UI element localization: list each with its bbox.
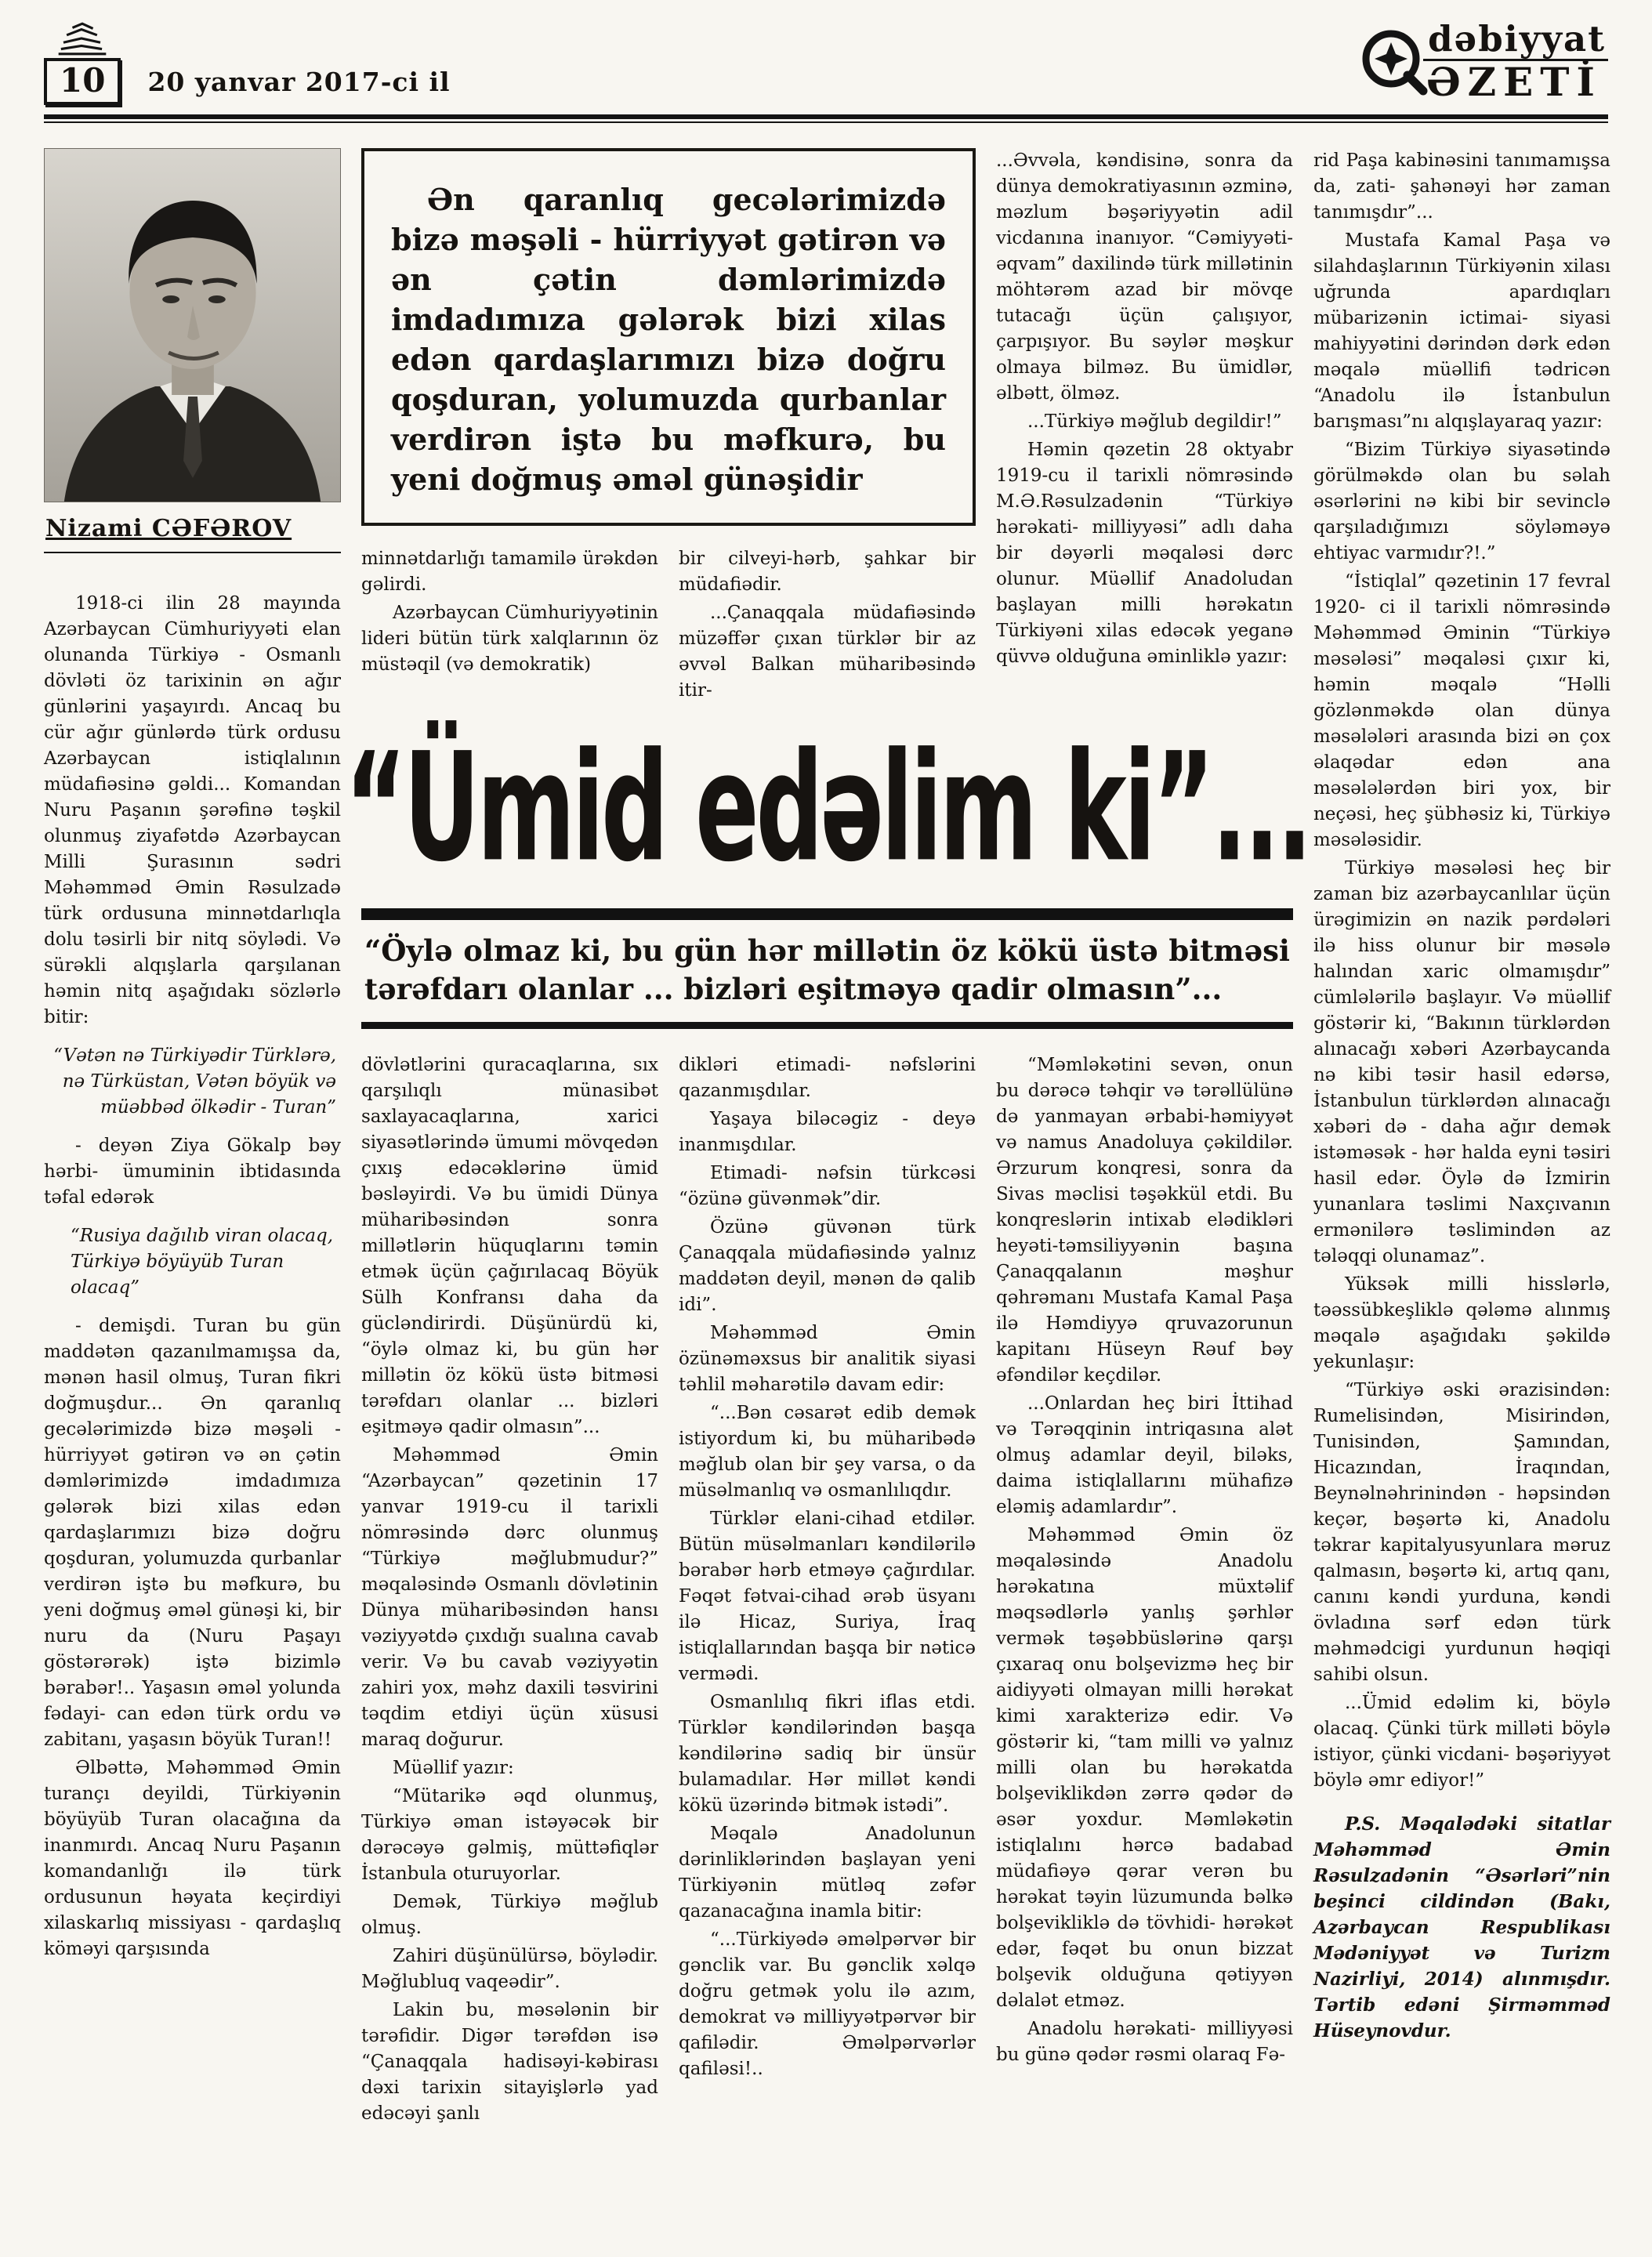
issue-date: 20 yanvar 2017-ci il [147, 67, 451, 98]
paragraph: dövlətlərini quracaqlarına, sıx qarşılıqlı münasibət saxlayacaqlarına, xarici siyasətlərində ümumi mövqedən çıxış edəcəklərinə ümid bəsləyirdi. Və bu ümidi Dünya müharibəsindən sonra millətlərin hüquqlarını təmin etmək üçün çağırılacaq Böyük Sülh Konfransı daha da gücləndirirdi. Düşünürdü ki, “öylə olmaz ki, bu gün hər millətin öz kökü üstə bitməsi tərəfdarı olanlar ... bizləri eşitməyə qadir olmasın”... [361, 1055, 658, 1438]
paragraph: 1918-ci ilin 28 mayında Azərbaycan Cümhuriyyəti elan olunanda Türkiyə - Osmanlı dövləti öz tarixinin ən ağır günlərini yaşayırdı. Ancaq bu cür ağır günlərdə türk ordusu Azərbaycan istiqlalının müdafiəsinə gəldi... Komandan Nuru Paşanın şərəfinə təşkil olunmuş ziyafətdə Azərbaycan Milli Şurasının sədri Məhəmməd Əmin Rəsulzadə türk ordusuna minnətdarlıqla dolu təsirli bir nitq söylədi. Və sürəkli alqışlarla qarşılanan həmin nitq aşağıdakı sözlərlə bitir: [44, 593, 341, 1028]
page-content [44, 148, 1608, 2129]
middle-block [345, 148, 1310, 2129]
subheadline-banner [361, 908, 1293, 1029]
column-4-bottom-text [996, 1052, 1293, 2129]
column-3-top-text [679, 546, 976, 706]
paragraph: “...Türkiyədə əməlpərvər bir gənclik var. Bu gənclik xəlqə doğru getmək yolu ilə azım, demokrat və milliyyətpərvər bir qafilədir. Əməlpərvərlər qafiləsi!.. [679, 1929, 976, 2080]
author-rule [44, 552, 341, 553]
paragraph: - demişdi. Turan bu gün maddətən qazanılmamışsa da, mənən hasil olmuş, Turan fikri doğmuşdur... Ən qaranlıq gecələrimizdə bizə məşəli - hürriyyət gətirən və ən çətin dəmlərimizdə imdadımıza gələrək bizi xilas edən qardaşlarımızı bizə doğru qoşduran, yolumuzda qurbanlar verdirən iştə bu məfkurə, bu yeni doğmuş əməl günəşi ki, bir nuru da (Nuru Paşayı göstərərək) iştə bizimlə bərabər!.. Yaşasın əməl yolunda fədayi- can edən türk ordu və zabitanı, yaşasın böyük Turan!! [44, 1316, 341, 1751]
paragraph: “Rusiya dağılıb viran olacaq, Türkiyə böyüyüb Turan olacaq” [71, 1226, 334, 1299]
paragraph: Anadolu hərəkati- milliyyəsi bu günə qədər rəsmi olaraq Fə- [996, 2019, 1293, 2066]
paragraph: Zahiri düşünülürsə, böylədir. Məğlubluq vaqeədir”. [361, 1946, 658, 1993]
newspaper-logo [1357, 17, 1608, 106]
paragraph: Lakin bu, məsələnin bir tərəfidir. Digər tərəfdən isə “Çanaqqala hadisəyi-kəbirası dəxi tarixin sitayişlərlə yad edəcəyi şanlı [361, 2000, 658, 2125]
masthead [44, 17, 1608, 106]
paragraph: Həmin qəzetin 28 oktyabr 1919-cu il tarixli nömrəsində M.Ə.Rəsulzadənin “Türkiyə hərəkati- milliyyəsi” adlı daha bir dəyərli məqaləsi dərc olunur. Müəllif Anadoludan başlayan milli hərəkatın Türkiyəni xilas edəcək yeganə qüvvə olduğuna əminliklə yazır: [996, 440, 1293, 668]
book-stack-icon [53, 20, 111, 56]
paragraph: dikləri etimadi- nəfslərini qazanmışdılar. [679, 1055, 976, 1102]
paragraph: Etimadi- nəfsin türkcəsi “özünə güvənmək”dir. [679, 1163, 976, 1210]
paragraph: Azərbaycan Cümhuriyyətinin lideri bütün türk xalqlarının öz müstəqil (və demokratik) [361, 603, 658, 676]
lead-quote-text: Ən qaranlıq gecələrimizdə bizə məşəli - hürriyyət gətirən və ən çətin dəmlərimizdə imdadımıza gələrək bizi xilas edən qardaşlarımızı bizə doğru qoşduran, yolumuzda qurbanlar verdirən iştə bu məfkurə, bu yeni doğmuş əməl günəşidir [391, 182, 946, 498]
logo-line-2: ƏZETİ [1426, 59, 1602, 106]
paragraph: minnətdarlığı tamamilə ürəkdən gəlirdi. [361, 549, 658, 596]
column-2-bottom-text [361, 1052, 658, 2129]
paragraph: Məhəmməd Əmin öz məqaləsində Anadolu hərəkatına müxtəlif məqsədlərlə yanlış şərhlər vermək təşəbbüslərinə qarşı çıxaraq onu bolşevizmə heç bir aidiyyəti olmayan milli hərəkat kimi xarakterizə edir. Və göstərir ki, “tam milli və yalnız milli olan bu hərəkatda bolşeviklikdən zərrə qədər də əsər yoxdur. Məmləkətin istiqlalını hərcə badabad müdafiəyə qərar verən bu hərəkat təyin lüzumunda bəlkə bolşevikliklə də tövhidi- hərəkət edər, fəqət bu onun bizzat bolşevik olduğuna qətiyyən dəlalət etməz. [996, 1525, 1293, 2012]
main-headline [345, 706, 1310, 908]
paragraph: Məqalə Anadolunun dərinliklərindən başlayan yeni Türkiyənin mütləq zəfər qazanacağına inamla bitir: [679, 1824, 976, 1922]
paragraph: ...Çanaqqala müdafiəsində müzəffər çıxan türklər bir az əvvəl Balkan müharibəsində itir- [679, 603, 976, 701]
paragraph: ...Əvvəla, kəndisinə, sonra da dünya demokratiyasının əzminə, məzlum bəşəriyyətin adil vicdanına inanıyor. “Cəmiyyəti-əqvam” daxilində türk millətinin möhtərəm azad bir mövqe tutacağı üçün çalışıyor, çarpışıyor. Bu səylər məşkur olmaya bilməz. Bu ümidlər, əlbətt, ölməz. [996, 150, 1293, 404]
paragraph: Osmanlılıq fikri iflas etdi. Türklər kəndilərindən başqa kəndilərinə sadiq bir ünsür bulamadılar. Hər millət kəndi kökü üzərində bitmək istədi”. [679, 1692, 976, 1817]
paragraph: ...Ümid edəlim ki, böylə olacaq. Çünki türk milləti böylə istiyor, çünki vicdani- bəşəriyyət böylə əmr ediyor!” [1313, 1693, 1610, 1791]
paragraph: “Məmləkətini sevən, onun bu dərəcə təhqir və tərəllülünə də yanmayan ərbabi-həmiyyət və namus Anadoluya çəkildilər. Ərzurum konqresi, sonra da Sivas məclisi təşəkkül etdi. Bu konqreslərin intixab elədikləri heyəti-təmsiliyyənin başına Çanaqqalanın məşhur qəhrəmanı Mustafa Kamal Paşa ilə Həmdiyyə qruvazorunun kapitanı Hüseyn Rəuf bəy əfəndilər keçdilər. [996, 1055, 1293, 1386]
paragraph: ...Onlardan heç biri İttihad və Tərəqqinin intriqasına alət olmuş adamlar deyil, biləks, daima istiqlallarını mühafizə eləmiş adamlardır”. [996, 1393, 1293, 1518]
subheadline-text: “Öylə olmaz ki, bu gün hər millətin öz kökü üstə bitməsi tərəfdarı olanlar ... bizləri eşitməyə qadir olmasın”... [364, 933, 1290, 1007]
paragraph: bir cilveyi-hərb, şahkar bir müdafiədir. [679, 549, 976, 596]
paragraph: Müəllif yazır: [393, 1758, 514, 1779]
paragraph: Məhəmməd Əmin özünəməxsus bir analitik siyasi təhlil məharətilə davam edir: [679, 1323, 976, 1396]
masthead-rule [44, 114, 1608, 123]
paragraph: Türklər elani-cihad etdilər. Bütün müsəlmanları kəndilərilə bərabər hərb etməyə çağırdılar. Fəqət fətvai-cihad ərəb üsyanı ilə Hicaz, Suriya, İraq istiqlallarından başqa bir nəticə vermədi. [679, 1509, 976, 1685]
column-5-text [1313, 148, 1610, 2046]
paragraph: - deyən Ziya Gökalp bəy hərbi- ümuminin ibtidasında təfal edərək [44, 1136, 341, 1208]
column-2-top-text [361, 546, 658, 706]
author-name: Nizami CƏFƏROV [45, 515, 292, 543]
lead-quote-box [361, 148, 976, 526]
column-3-bottom-text [679, 1052, 976, 2129]
paragraph: rid Paşa kabinəsini tanımamışsa da, zati- şahənəyi hər zaman tanımışdır”... [1313, 150, 1610, 223]
paragraph: Məhəmməd Əmin “Azərbaycan” qəzetinin 17 yanvar 1919-cu il tarixli nömrəsində dərc olunmuş “Türkiyə məğlubmudur?” məqaləsində Osmanlı dövlətinin Dünya müharibəsindən hansı vəziyyətdə çıxdığı sualına cavab verir. Və bu cavab vəziyyətin zahiri yox, məhz daxili təsvirini təqdim etdiyi üçün xüsusi maraq doğurur. [361, 1445, 658, 1751]
paragraph: “İstiqlal” qəzetinin 17 fevral 1920- ci il tarixli nömrəsində Məhəmməd Əminin “Türkiyə məsələsi” məqaləsi çıxır ki, həmin məqalə “Həlli gözlənməkdə olan dünya məsələləri arasında bizi ən çox əlaqədar edən ana məsələlərdən biri yox, bir neçəsi, heç şübhəsiz ki, Türkiyə məsələsidir. [1313, 571, 1610, 851]
logo-text [1423, 17, 1608, 106]
paragraph: “Türkiyə əski ərazisindən: Rumelisindən, Misirindən, Tunisindən, Şamından, Hicazından, İraqından, Beynəlnəhrinindən - həpsindən keçər, bəşərtə ki, Anadolu təkrar kapitalyusyunlara məruz qalmasın, bəşərtə ki, artıq qanı, canını kəndi yurduna, kəndi övladına sərf edən türk məhmədcigi yurdunun həqiqi sahibi olsun. [1313, 1380, 1610, 1686]
paragraph: “Mütarikə əqd olunmuş, Türkiyə əman istəyəcək bir dərəcəyə gəlmiş, müttəfiqlər İstanbula oturuyorlar. [361, 1786, 658, 1885]
logo-line-1: dəbiyyat [1423, 21, 1608, 62]
paragraph: Mustafa Kamal Paşa və silahdaşlarının Türkiyənin xilası uğrunda apardıqları mübarizənin ictimai- siyasi mahiyyətini dərindən dərk edən məqalə müəllifi tədricən “Anadolu ilə İstanbulun barışması”nı alqışlayaraq yazır: [1313, 230, 1610, 433]
masthead-left [44, 20, 451, 105]
paragraph: Demək, Türkiyə məğlub olmuş. [361, 1892, 658, 1939]
column-1 [44, 148, 341, 1965]
column-1-text [44, 591, 341, 1962]
paragraph: “Vətən nə Türkiyədir Türklərə, nə Türküstan, Vətən böyük və müəbbəd ölkədir - Turan” [53, 1045, 336, 1118]
page-number: 10 [44, 58, 121, 105]
paragraph: Yaşaya biləcəgiz - deyə inanmışdılar. [679, 1109, 976, 1156]
paragraph: “Bizim Türkiyə siyasətində görülməkdə olan bu səlah əsərlərini nə kibi bir sevinclə qarşıladığımızı söyləməyə ehtiyac varmıdır?!.” [1313, 440, 1610, 564]
paragraph: Yüksək milli hisslərlə, təəssübkeşliklə qələmə alınmış məqalə aşağıdakı şəkildə yekunlaşır: [1313, 1274, 1610, 1373]
paragraph: Əlbəttə, Məhəmməd Əmin turançı deyildi, Türkiyənin böyüyüb Turan olacağına da inanmırdı. Ancaq Nuru Paşanın komandanlığı ilə türk ordusunun həyata keçirdiyi xilaskarlıq missiyası - qardaşlıq köməyi qarşısında [44, 1758, 341, 1960]
logo-q-icon [1357, 25, 1431, 99]
portrait-photo [44, 148, 341, 502]
paragraph: Özünə güvənən türk Çanaqqala müdafiəsində yalnız maddətən deyil, mənən də qalib idi”. [679, 1217, 976, 1316]
paragraph: Türkiyə məsələsi heç bir zaman biz azərbaycanlılar üçün ürəgimizin ən nazik pərdələri ilə hiss olunur bir məsələ halından xaric olmamışdır” cümlələrilə başlayır. Və müəllif göstərir ki, “Bakının türklərdən alınacağı xəbəri Azərbaycanda nə kibi təsir hasil edərsə, İstanbulun türklərdən alınacağı xəbəri də - daha ağır demək istəməsək - hər halda eyni təsiri hasil edər. Öylə də İzmirin yunanlara təslimi Naxçıvanın ermənilərə təslimindən az tələqqi olunamaz”. [1313, 858, 1610, 1267]
page-number-block [44, 20, 121, 105]
column-4-top-text [996, 148, 1293, 706]
main-headline-text: “Ümid edəlim ki”... [345, 719, 1310, 896]
paragraph: “...Bən cəsarət edib demək istiyordum ki, bu müharibədə məğlub olan bir şey varsa, o da müsəlmanlıq və osmanlılıqdır. [679, 1403, 976, 1502]
paragraph: ...Türkiyə məğlub degildir!” [1027, 411, 1282, 433]
paragraph: P.S. Məqalədəki sitatlar Məhəmməd Əmin Rəsulzadənin “Əsərləri”nin beşinci cildindən (Bakı, Azərbaycan Respublikası Mədəniyyət və Turizm Nazirliyi, 2014) alınmışdır. Tərtib edəni Şirməmməd Hüseynovdur. [1313, 1813, 1610, 2042]
